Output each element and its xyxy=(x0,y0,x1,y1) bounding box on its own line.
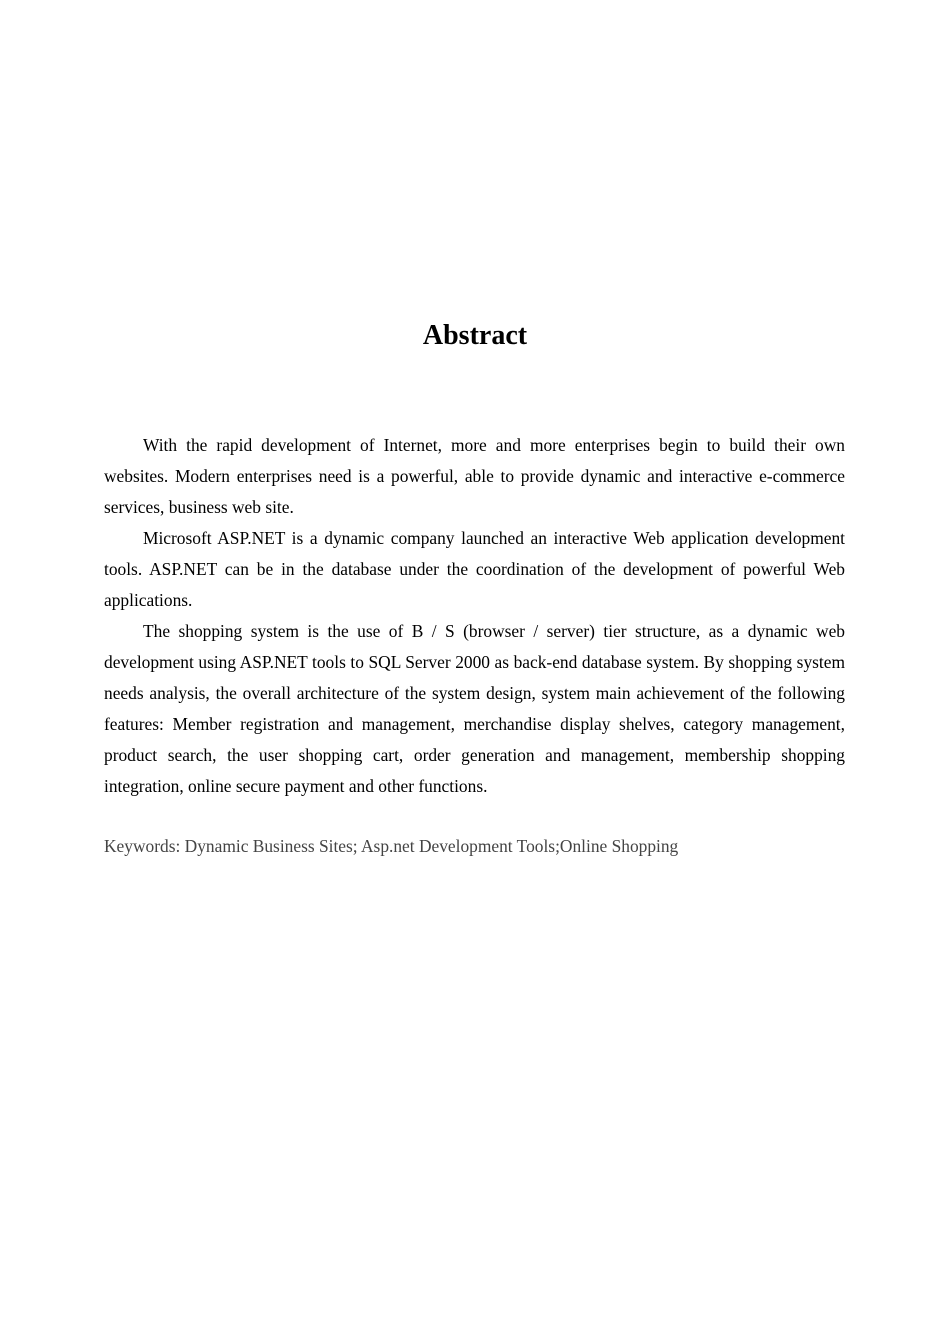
abstract-paragraph-1: With the rapid development of Internet, more and more enterprises begin to build their own websites. Modern enterprises need is a powerful, able to provide dynamic and interactive e-commerce services, business web site. xyxy=(104,435,845,517)
abstract-paragraph-3: The shopping system is the use of B / S (browser / server) tier structure, as a dynamic web development using ASP.NET tools to SQL Server 2000 as back-end database system. By shopping system needs analysis, the overall architecture of the system design, system main achievement of the following features: Member registration and management, merchandise display shelves, category management, product search, the user shopping cart, order generation and management, membership shopping integration, online secure payment and other functions. xyxy=(104,621,845,796)
keywords-line: Keywords: Dynamic Business Sites; Asp.net Development Tools;Online Shopping xyxy=(104,836,679,856)
abstract-body xyxy=(104,430,845,802)
abstract-title: Abstract xyxy=(422,320,528,351)
abstract-paragraph-2: Microsoft ASP.NET is a dynamic company launched an interactive Web application development tools. ASP.NET can be in the database under the coordination of the development of powerful Web applications. xyxy=(104,528,845,610)
